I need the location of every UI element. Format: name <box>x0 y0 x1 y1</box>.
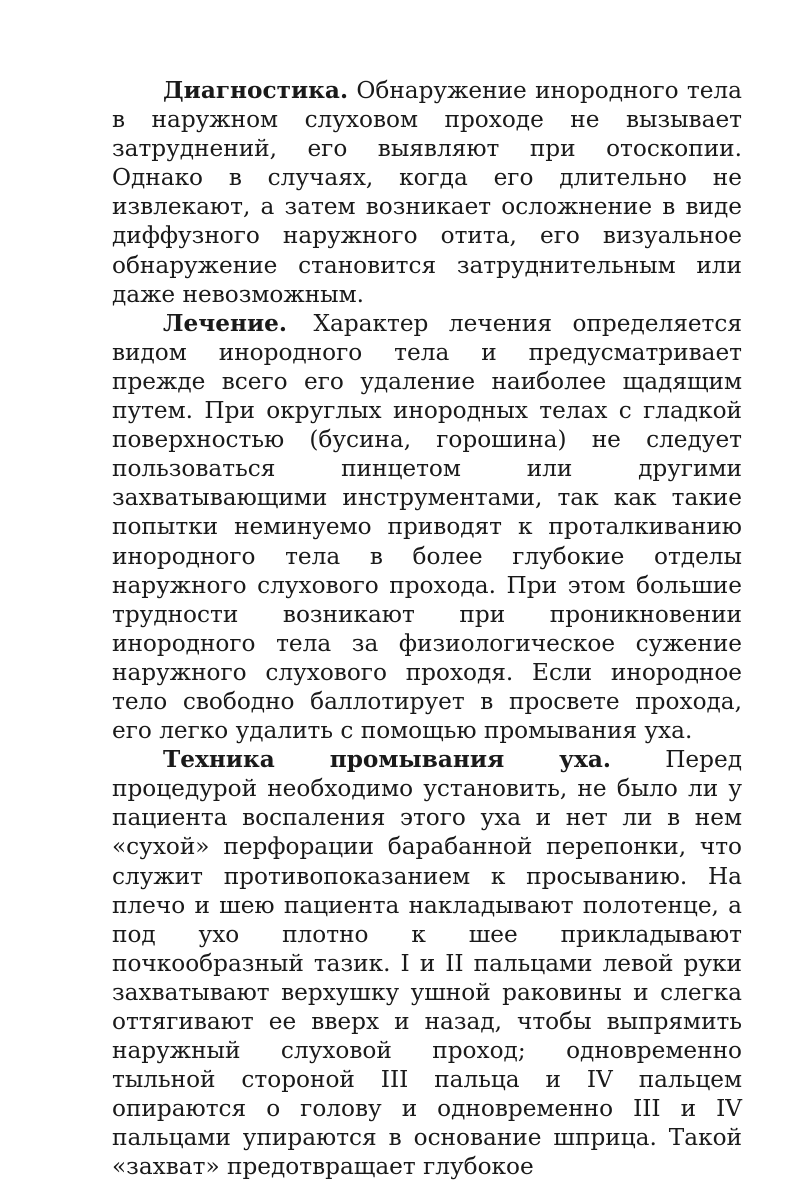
heading-diagnostics: Диагностика. <box>163 77 349 104</box>
heading-treatment: Лечение. <box>163 309 287 337</box>
text-ear-washing: Перед процедурой необходимо установить, не было ли у пациента воспаления этого уха и нет ли в нем «сухой» перфорации барабанной перепонки, что служит противопоказанием к просыванию. На плечо и шею пациента накладывают полотенце, а под ухо плотно к шее прикладывают почкообразный тазик. I и II пальцами левой руки захватывают верхушку ушной раковины и слегка оттягивают ее вверх и назад, чтобы выпрямить наружный слуховой проход; одновременно тыльной стороной III пальца и IV пальцем опираются о голову и одновременно III и IV пальцами упираются в основание шприца. Такой «захват» предотвращает глубокое <box>112 746 742 1181</box>
text-diagnostics: Обнаружение инородного тела в наружном слуховом проходе не вызывает затруднений, его выявляют при отоскопии. Однако в случаях, когда его длительно не извлекают, а затем возникает осложнение в виде диффузного наружного отита, его визуальное обнаружение становится затруднительным или даже невозможным. <box>112 77 742 308</box>
paragraph-treatment <box>112 309 742 745</box>
paragraph-ear-washing <box>112 745 742 1181</box>
heading-ear-washing: Техника промывания уха. <box>163 746 611 774</box>
document-page <box>112 76 742 1182</box>
paragraph-diagnostics <box>112 76 742 309</box>
text-treatment: Характер лечения определяется видом инородного тела и предусматривает прежде всего его удаление наиболее щадящим путем. При округлых инородных телах с гладкой поверхностью (бусина, горошина) не следует пользоваться пинцетом или другими захватывающими инструментами, так как такие попытки неминуемо приводят к проталкиванию инородного тела в более глубокие отделы наружного слухового прохода. При этом большие трудности возникают при проникновении инородного тела за физиологическое сужение наружного слухового проходя. Если инородное тело свободно баллотирует в просвете прохода, его легко удалить с помощью промывания уха. <box>112 309 742 745</box>
